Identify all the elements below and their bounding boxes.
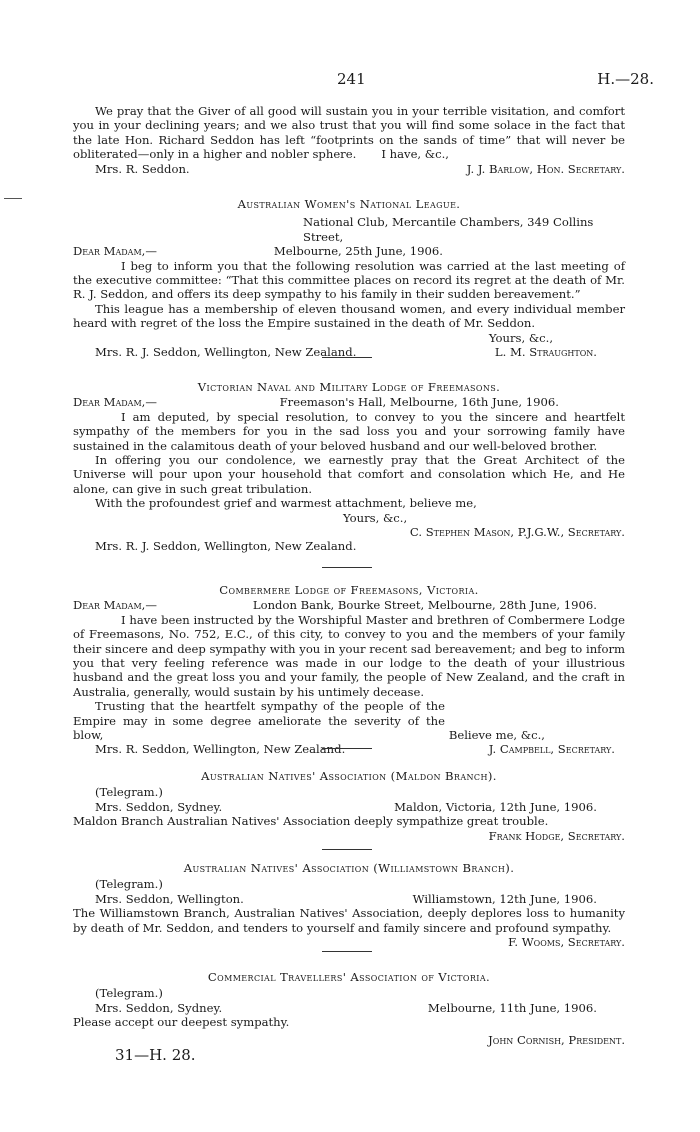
letter-closing: Yours, &c., xyxy=(488,330,553,345)
letter-closing: Yours, &c., xyxy=(343,510,408,525)
telegram-place-date: Melbourne, 11th June, 1906. xyxy=(427,1000,597,1015)
letter-heading: Victorian Naval and Military Lodge of Freemasons. xyxy=(197,380,501,394)
section-divider xyxy=(322,748,372,749)
letter-paragraph: With the profoundest grief and warmest attachment, believe me, xyxy=(95,496,477,511)
letter-addressee: Mrs. R. J. Seddon, Wellington, New Zealand. xyxy=(95,539,357,554)
letter-salutation: Dear Madam,— xyxy=(73,395,157,410)
letter-salutation: Dear Madam,— xyxy=(73,598,157,613)
letter-heading: Combermere Lodge of Freemasons, Victoria. xyxy=(219,583,479,597)
section-divider xyxy=(322,567,372,568)
telegram-heading: Commercial Travellers' Association of Victoria. xyxy=(207,970,491,984)
letter-womens-league xyxy=(73,197,625,359)
document-reference: H.—28. xyxy=(597,70,654,88)
letter-addressee: Mrs. R. J. Seddon, Wellington, New Zealand. xyxy=(95,345,357,360)
letter-paragraph: In offering you our condolence, we earnestly pray that the Great Architect of the Universe will pour upon your household that comfort and consolation which He, and He alone, can give in such great tribulation. xyxy=(73,453,625,496)
telegram-commercial-travellers xyxy=(73,970,625,1047)
section-divider xyxy=(322,951,372,952)
letter-addressee: Mrs. R. Seddon. xyxy=(95,161,190,176)
telegram-place-date: Williamstown, 12th June, 1906. xyxy=(412,891,597,906)
telegram-message: The Williamstown Branch, Australian Natives' Association, deeply deplores loss to humanity by death of Mr. Seddon, and tenders to yourself and family sincere and profound sympathy. xyxy=(73,906,625,935)
letter-heading: Australian Women's National League. xyxy=(237,197,461,211)
telegram-williamstown xyxy=(73,861,625,949)
margin-mark xyxy=(4,198,22,199)
letter-signature: C. Stephen Mason, P.J.G.W., Secretary. xyxy=(409,525,625,540)
letter-barlow xyxy=(73,104,625,176)
telegram-message: Please accept our deepest sympathy. xyxy=(73,1015,290,1030)
letter-address-date: Freemason's Hall, Melbourne, 16th June, 1906. xyxy=(279,395,559,410)
section-divider xyxy=(322,357,372,358)
telegram-message: Maldon Branch Australian Natives' Association deeply sympathize great trouble. xyxy=(73,814,549,829)
letter-addressee: Mrs. R. Seddon, Wellington, New Zealand. xyxy=(95,742,346,757)
letter-paragraph: Trusting that the heartfelt sympathy of the people of the Empire may in some degree ameliorate the severity of the blow, xyxy=(73,699,445,743)
telegram-label: (Telegram.) xyxy=(95,785,163,800)
letter-address-date: London Bank, Bourke Street, Melbourne, 28th June, 1906. xyxy=(252,598,597,613)
letter-combermere-lodge xyxy=(73,583,625,757)
signature-mark: 31—H. 28. xyxy=(115,1046,196,1064)
letter-closing: Believe me, &c., xyxy=(448,728,545,743)
letter-date: Melbourne, 25th June, 1906. xyxy=(273,244,443,259)
letter-closing: I have, &c., xyxy=(381,147,449,162)
letter-paragraph: This league has a membership of eleven thousand women, and every individual member heard with regret of the loss the Empire sustained in the death of Mr. Seddon. xyxy=(73,301,625,331)
letter-address: National Club, Mercantile Chambers, 349 Collins Street, xyxy=(303,215,594,244)
letter-paragraph: I beg to inform you that the following resolution was carried at the last meeting of the executive committee: “That this committee places on record its regret at the death of Mr. R. J. Seddon, and offers its deep sympathy to his family in their sudden bereavement.” xyxy=(73,258,625,302)
telegram-addressee: Mrs. Seddon, Sydney. xyxy=(95,799,223,814)
telegram-signature: John Cornish, President. xyxy=(488,1032,625,1047)
section-divider xyxy=(322,849,372,850)
telegram-signature: Frank Hodge, Secretary. xyxy=(488,828,625,843)
letter-salutation: Dear Madam,— xyxy=(73,244,157,259)
letter-paragraph: We pray that the Giver of all good will sustain you in your terrible visitation, and comfort you in your declining years; and we also trust that you will find some solace in the fact that the late Hon. Richard Seddon has left “footprints on the sands of time” that will never be obliterated—only in a higher and nobler sphere. xyxy=(73,104,625,162)
page-number: 241 xyxy=(337,70,366,88)
telegram-heading: Australian Natives' Association (Maldon Branch). xyxy=(201,769,497,783)
telegram-addressee: Mrs. Seddon, Wellington. xyxy=(95,891,244,906)
telegram-place-date: Maldon, Victoria, 12th June, 1906. xyxy=(394,799,597,814)
letter-paragraph: I am deputed, by special resolution, to convey to you the sincere and heartfelt sympathy of the members for you in the sad loss you and your sorrowing family have sustained in the calamitous death of your beloved husband and our well-beloved brother. xyxy=(73,409,625,453)
telegram-addressee: Mrs. Seddon, Sydney. xyxy=(95,1000,223,1015)
letter-paragraph: I have been instructed by the Worshipful Master and brethren of Combermere Lodge of Freemasons, No. 752, E.C., of this city, to convey to you and the members of your family their sincere and deep sympathy with you in your recent sad bereavement; and beg to inform you that very feeling reference was made in our lodge to the death of your illustrious husband and the great loss you and your family, the people of New Zealand, and the craft in Australia, generally, would sustain by his untimely decease. xyxy=(73,612,625,699)
telegram-heading: Australian Natives' Association (Williamstown Branch). xyxy=(183,861,515,875)
letter-signature: J. Campbell, Secretary. xyxy=(488,742,615,757)
telegram-signature: F. Wooms, Secretary. xyxy=(508,935,625,950)
letter-naval-lodge xyxy=(73,380,625,554)
telegram-label: (Telegram.) xyxy=(95,877,163,892)
telegram-label: (Telegram.) xyxy=(95,986,163,1001)
letter-signature: J. J. Barlow, Hon. Secretary. xyxy=(466,161,625,176)
letter-signature: L. M. Straughton. xyxy=(494,345,597,360)
telegram-maldon xyxy=(73,769,625,843)
